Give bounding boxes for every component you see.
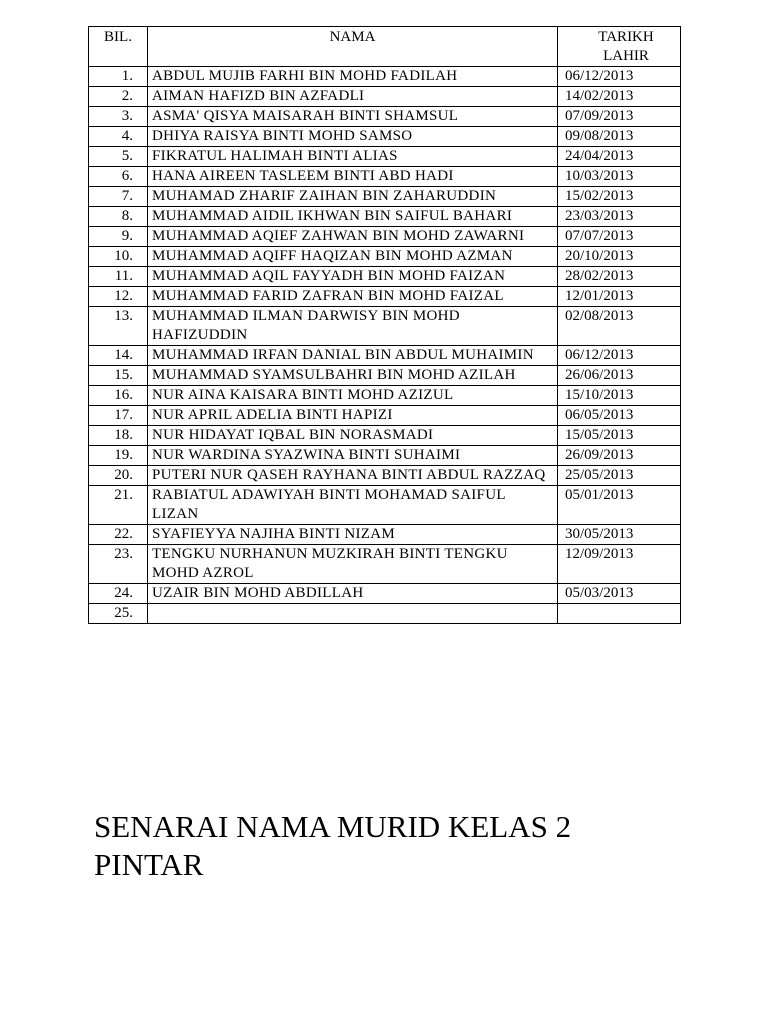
row-number: 22. bbox=[89, 525, 148, 545]
row-number: 24. bbox=[89, 584, 148, 604]
header-tarikh-line2: LAHIR bbox=[603, 48, 649, 64]
header-nama: NAMA bbox=[148, 27, 558, 67]
student-name: MUHAMMAD SYAMSULBAHRI BIN MOHD AZILAH bbox=[148, 366, 558, 386]
row-number: 15. bbox=[89, 366, 148, 386]
birth-date: 07/09/2013 bbox=[558, 107, 681, 127]
birth-date: 23/03/2013 bbox=[558, 207, 681, 227]
student-name: MUHAMMAD FARID ZAFRAN BIN MOHD FAIZAL bbox=[148, 287, 558, 307]
student-name: DHIYA RAISYA BINTI MOHD SAMSO bbox=[148, 127, 558, 147]
row-number: 10. bbox=[89, 247, 148, 267]
student-name: RABIATUL ADAWIYAH BINTI MOHAMAD SAIFUL LIZAN bbox=[148, 486, 558, 525]
row-number: 18. bbox=[89, 426, 148, 446]
birth-date: 25/05/2013 bbox=[558, 466, 681, 486]
table-header-row bbox=[89, 27, 681, 67]
student-name: MUHAMMAD AQIEF ZAHWAN BIN MOHD ZAWARNI bbox=[148, 227, 558, 247]
table-row bbox=[89, 147, 681, 167]
row-number: 7. bbox=[89, 187, 148, 207]
table-row bbox=[89, 446, 681, 466]
table-row bbox=[89, 67, 681, 87]
birth-date: 28/02/2013 bbox=[558, 267, 681, 287]
student-list-table bbox=[88, 26, 681, 624]
table-row bbox=[89, 87, 681, 107]
row-number: 11. bbox=[89, 267, 148, 287]
row-number: 3. bbox=[89, 107, 148, 127]
student-name: MUHAMMAD AQIL FAYYADH BIN MOHD FAIZAN bbox=[148, 267, 558, 287]
table-row bbox=[89, 525, 681, 545]
row-number: 14. bbox=[89, 346, 148, 366]
row-number: 4. bbox=[89, 127, 148, 147]
birth-date: 05/01/2013 bbox=[558, 486, 681, 525]
row-number: 6. bbox=[89, 167, 148, 187]
birth-date: 15/05/2013 bbox=[558, 426, 681, 446]
header-tarikh-lahir bbox=[558, 27, 681, 67]
row-number: 2. bbox=[89, 87, 148, 107]
table-row bbox=[89, 426, 681, 446]
table-row bbox=[89, 346, 681, 366]
student-name: PUTERI NUR QASEH RAYHANA BINTI ABDUL RAZZAQ bbox=[148, 466, 558, 486]
table-row bbox=[89, 406, 681, 426]
row-number: 25. bbox=[89, 604, 148, 624]
birth-date: 26/06/2013 bbox=[558, 366, 681, 386]
birth-date: 30/05/2013 bbox=[558, 525, 681, 545]
table-row bbox=[89, 287, 681, 307]
table-row bbox=[89, 584, 681, 604]
row-number: 12. bbox=[89, 287, 148, 307]
row-number: 1. bbox=[89, 67, 148, 87]
table-row bbox=[89, 466, 681, 486]
birth-date: 10/03/2013 bbox=[558, 167, 681, 187]
birth-date: 02/08/2013 bbox=[558, 307, 681, 346]
birth-date bbox=[558, 604, 681, 624]
header-bil: BIL. bbox=[89, 27, 148, 67]
row-number: 20. bbox=[89, 466, 148, 486]
birth-date: 06/12/2013 bbox=[558, 67, 681, 87]
student-name: ABDUL MUJIB FARHI BIN MOHD FADILAH bbox=[148, 67, 558, 87]
student-name: NUR WARDINA SYAZWINA BINTI SUHAIMI bbox=[148, 446, 558, 466]
table-row bbox=[89, 207, 681, 227]
student-name: MUHAMMAD ILMAN DARWISY BIN MOHD HAFIZUDDIN bbox=[148, 307, 558, 346]
row-number: 13. bbox=[89, 307, 148, 346]
row-number: 9. bbox=[89, 227, 148, 247]
table-row bbox=[89, 107, 681, 127]
table-row bbox=[89, 307, 681, 346]
student-name: SYAFIEYYA NAJIHA BINTI NIZAM bbox=[148, 525, 558, 545]
row-number: 21. bbox=[89, 486, 148, 525]
student-name: MUHAMAD ZHARIF ZAIHAN BIN ZAHARUDDIN bbox=[148, 187, 558, 207]
table-row bbox=[89, 127, 681, 147]
table-row bbox=[89, 227, 681, 247]
student-name: MUHAMMAD AQIFF HAQIZAN BIN MOHD AZMAN bbox=[148, 247, 558, 267]
table-row bbox=[89, 247, 681, 267]
table-row bbox=[89, 604, 681, 624]
row-number: 19. bbox=[89, 446, 148, 466]
row-number: 23. bbox=[89, 545, 148, 584]
birth-date: 12/01/2013 bbox=[558, 287, 681, 307]
page-title: SENARAI NAMA MURID KELAS 2 PINTAR bbox=[94, 809, 572, 882]
birth-date: 07/07/2013 bbox=[558, 227, 681, 247]
student-name: NUR HIDAYAT IQBAL BIN NORASMADI bbox=[148, 426, 558, 446]
student-name: UZAIR BIN MOHD ABDILLAH bbox=[148, 584, 558, 604]
birth-date: 15/10/2013 bbox=[558, 386, 681, 406]
table-row bbox=[89, 267, 681, 287]
row-number: 16. bbox=[89, 386, 148, 406]
birth-date: 06/05/2013 bbox=[558, 406, 681, 426]
table-row bbox=[89, 167, 681, 187]
student-name bbox=[148, 604, 558, 624]
table-row bbox=[89, 187, 681, 207]
student-name: NUR AINA KAISARA BINTI MOHD AZIZUL bbox=[148, 386, 558, 406]
birth-date: 06/12/2013 bbox=[558, 346, 681, 366]
row-number: 17. bbox=[89, 406, 148, 426]
table-row bbox=[89, 545, 681, 584]
row-number: 5. bbox=[89, 147, 148, 167]
table-row bbox=[89, 366, 681, 386]
birth-date: 09/08/2013 bbox=[558, 127, 681, 147]
birth-date: 14/02/2013 bbox=[558, 87, 681, 107]
header-tarikh-line1: TARIKH bbox=[598, 29, 654, 45]
row-number: 8. bbox=[89, 207, 148, 227]
birth-date: 15/02/2013 bbox=[558, 187, 681, 207]
student-name: ASMA' QISYA MAISARAH BINTI SHAMSUL bbox=[148, 107, 558, 127]
student-name: NUR APRIL ADELIA BINTI HAPIZI bbox=[148, 406, 558, 426]
birth-date: 20/10/2013 bbox=[558, 247, 681, 267]
student-name: FIKRATUL HALIMAH BINTI ALIAS bbox=[148, 147, 558, 167]
student-name: TENGKU NURHANUN MUZKIRAH BINTI TENGKU MOHD AZROL bbox=[148, 545, 558, 584]
birth-date: 26/09/2013 bbox=[558, 446, 681, 466]
birth-date: 05/03/2013 bbox=[558, 584, 681, 604]
table-row bbox=[89, 486, 681, 525]
student-name: AIMAN HAFIZD BIN AZFADLI bbox=[148, 87, 558, 107]
student-name: HANA AIREEN TASLEEM BINTI ABD HADI bbox=[148, 167, 558, 187]
birth-date: 12/09/2013 bbox=[558, 545, 681, 584]
table-body bbox=[89, 67, 681, 624]
student-name: MUHAMMAD IRFAN DANIAL BIN ABDUL MUHAIMIN bbox=[148, 346, 558, 366]
table-row bbox=[89, 386, 681, 406]
birth-date: 24/04/2013 bbox=[558, 147, 681, 167]
student-name: MUHAMMAD AIDIL IKHWAN BIN SAIFUL BAHARI bbox=[148, 207, 558, 227]
